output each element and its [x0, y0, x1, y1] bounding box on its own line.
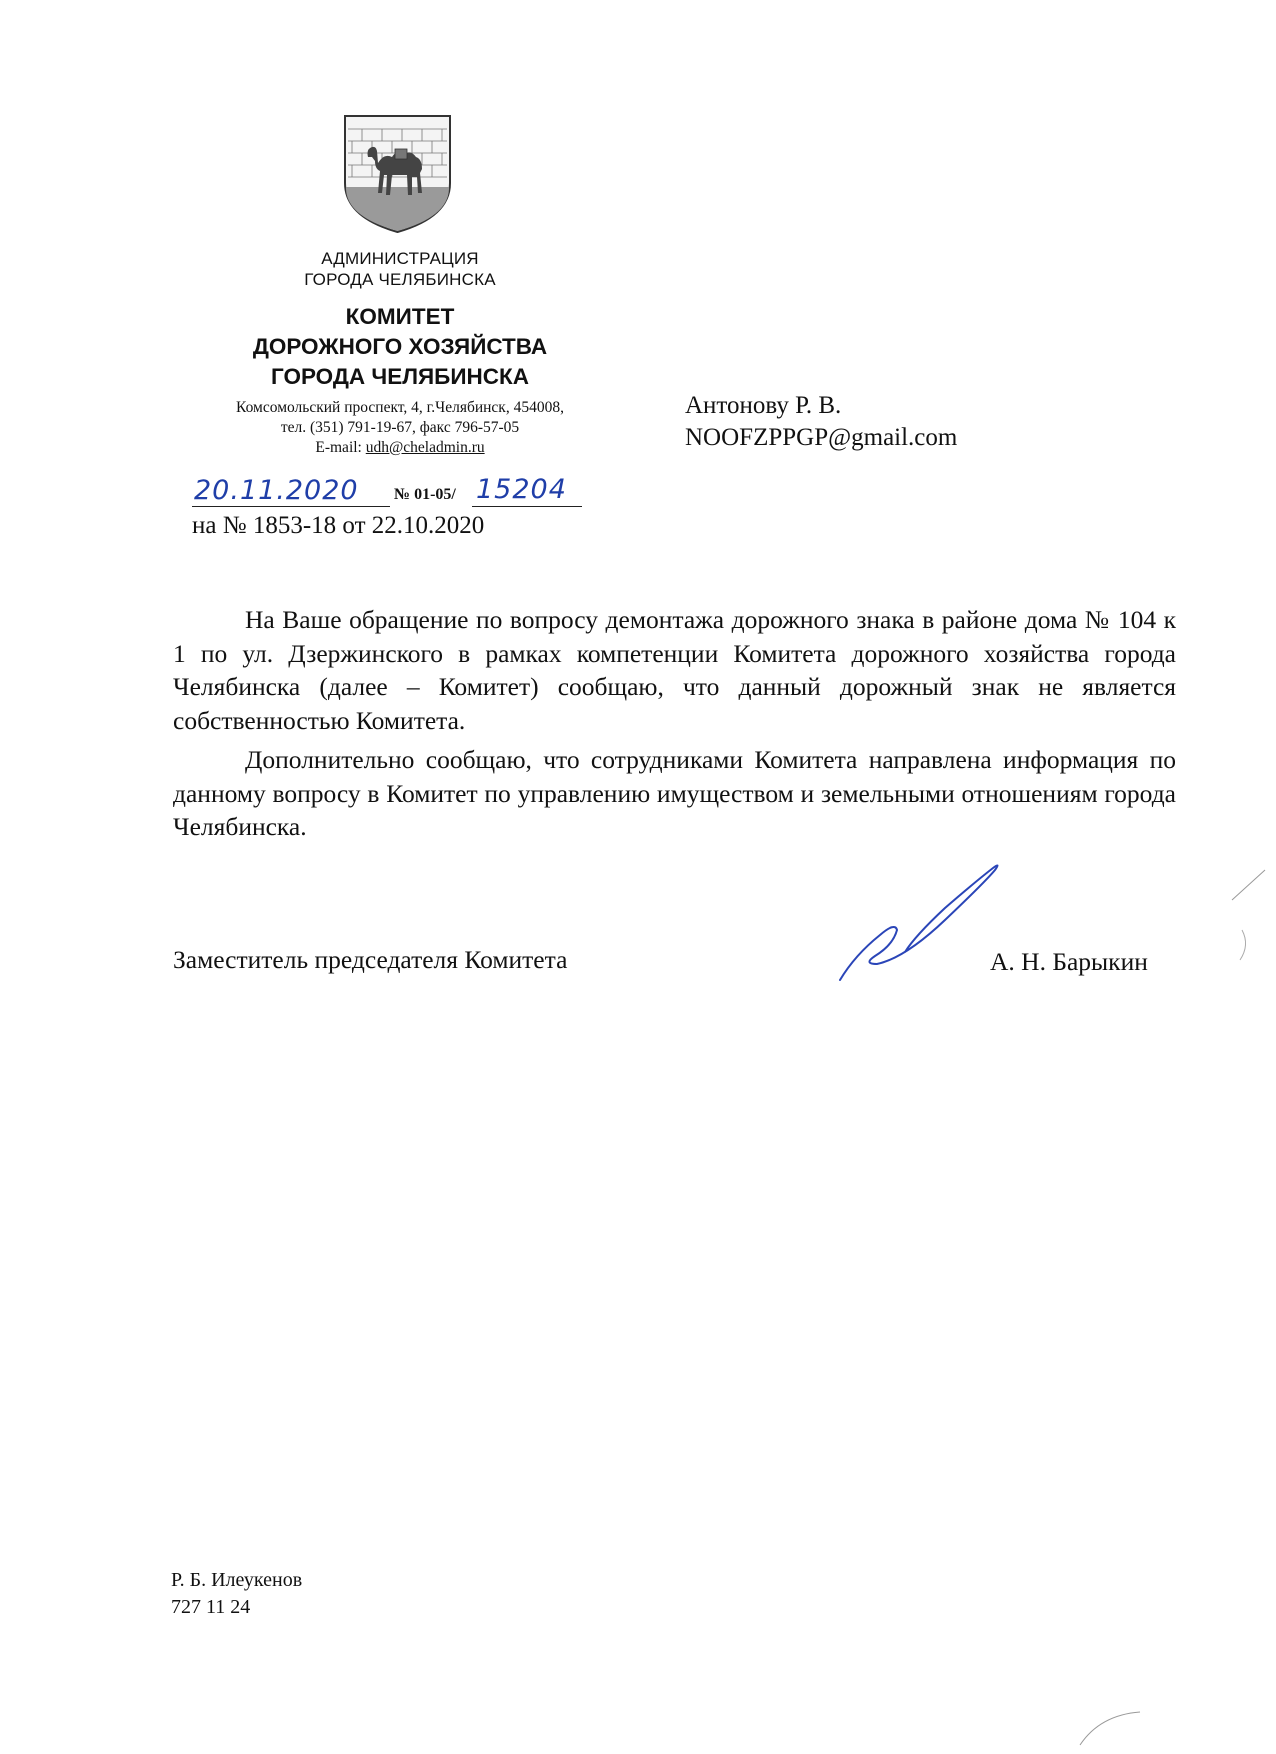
- body-paragraph-2: Дополнительно сообщаю, что сотрудниками Комитета направлена информация по данному вопросу в Комитет по управлению имуществом и земельными отношениям города Челябинска.: [173, 745, 1176, 841]
- committee-email-link[interactable]: udh@cheladmin.ru: [365, 439, 485, 456]
- recipient-name: Антонову Р. В.: [685, 392, 842, 419]
- handwritten-date: 20.11.2020: [194, 475, 359, 506]
- date-underline: [192, 506, 390, 507]
- address-line: Комсомольский проспект, 4, г.Челябинск, 454008,: [236, 399, 564, 416]
- administration-heading: [150, 248, 650, 290]
- recipient-email: NOOFZPPGP@gmail.com: [685, 424, 958, 451]
- recipient-block: [685, 390, 957, 454]
- email-line: [150, 438, 650, 458]
- reference-line: на № 1853-18 от 22.10.2020: [192, 512, 485, 539]
- registration-line: [192, 474, 592, 508]
- phone-line: тел. (351) 791-19-67, факс 796-57-05: [280, 419, 520, 436]
- signatory-name: А. Н. Барыкин: [990, 947, 1148, 976]
- letter-body: [173, 603, 1176, 850]
- handwritten-number: 15204: [476, 474, 567, 505]
- committee-line-3: ГОРОДА ЧЕЛЯБИНСКА: [270, 364, 529, 389]
- address-block: [150, 398, 650, 458]
- committee-line-2: ДОРОЖНОГО ХОЗЯЙСТВА: [252, 334, 548, 359]
- email-label: E-mail:: [315, 439, 366, 456]
- committee-line-1: КОМИТЕТ: [345, 304, 455, 329]
- body-paragraph-1: На Ваше обращение по вопросу демонтажа дорожного знака в районе дома № 104 к 1 по ул. Дзержинского в рамках компетенции Комитета дорожного хозяйства города Челябинска (далее – Комитет) сообщаю, что данный дорожный знак не является собственностью Комитета.: [173, 605, 1176, 735]
- executor-phone: 727 11 24: [171, 1596, 251, 1618]
- admin-line-2: ГОРОДА ЧЕЛЯБИНСКА: [304, 270, 496, 289]
- signatory-position: Заместитель председателя Комитета: [173, 945, 568, 974]
- coat-of-arms-icon: [342, 113, 453, 235]
- executor-name: Р. Б. Илеукенов: [171, 1569, 303, 1591]
- executor-block: [171, 1567, 302, 1621]
- committee-heading: [150, 302, 650, 392]
- number-label: № 01-05/: [394, 486, 456, 503]
- number-underline: [472, 506, 582, 507]
- admin-line-1: АДМИНИСТРАЦИЯ: [321, 249, 479, 268]
- handwritten-signature: [835, 860, 1005, 985]
